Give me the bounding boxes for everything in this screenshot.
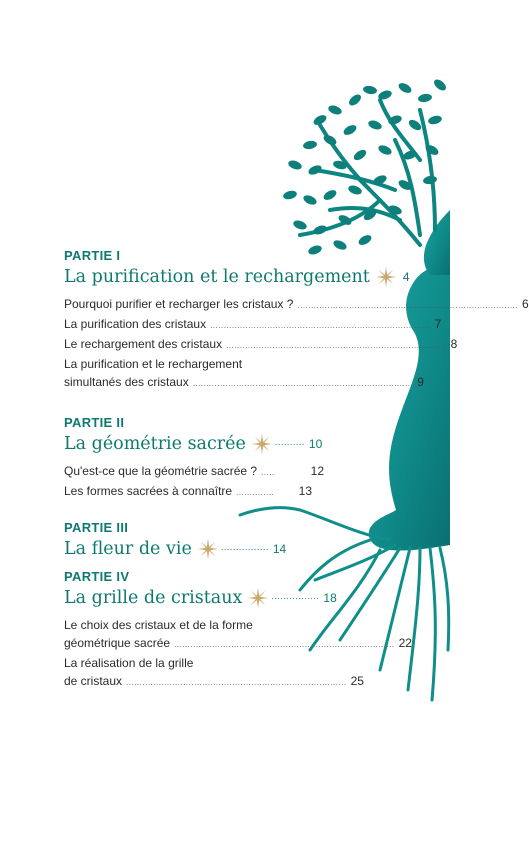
toc-entry-multiline[interactable]: [64, 355, 424, 393]
dot-leader: .....: [261, 468, 275, 477]
toc-part-3: [64, 520, 374, 561]
entry-line: [64, 672, 364, 692]
dot-leader: .................................................................................: [126, 678, 347, 687]
part-title-link[interactable]: [64, 585, 374, 610]
table-of-contents: [64, 248, 529, 704]
entry-title: Qu'est-ce que la géométrie sacrée ?: [64, 464, 258, 478]
entry-line: [64, 634, 412, 654]
entry-title: Les formes sacrées à connaître: [64, 484, 233, 498]
star-ornament-icon: [247, 587, 269, 609]
part-page-number: 4: [402, 269, 410, 284]
entry-page-number: 12: [310, 464, 324, 478]
toc-entry-multiline[interactable]: [64, 654, 364, 692]
toc-part-1: [64, 248, 529, 393]
entry-page-number: 9: [417, 375, 424, 389]
toc-entry[interactable]: [64, 482, 312, 502]
toc-part-2: [64, 415, 374, 502]
entry-title: La purification des cristaux: [64, 317, 207, 331]
part-title: La purification et le rechargement: [64, 266, 370, 287]
part-title-link[interactable]: [64, 536, 374, 561]
part-label: PARTIE IV: [64, 569, 130, 584]
dot-leader: ................: [271, 591, 320, 601]
dot-leader: ..........: [274, 437, 305, 447]
entry-title: Pourquoi purifier et recharger les cristaux ?: [64, 297, 294, 311]
part-label: PARTIE I: [64, 248, 121, 263]
toc-entry[interactable]: [64, 295, 529, 315]
part-title: La grille de cristaux: [64, 587, 243, 608]
dot-leader: .................................................................................: [226, 341, 447, 350]
dot-leader: .................................................................................: [297, 301, 518, 310]
part-label: PARTIE II: [64, 415, 125, 430]
entry-line: [64, 373, 424, 393]
part-title-link[interactable]: [64, 431, 374, 456]
part-title-link[interactable]: [64, 264, 410, 289]
entry-title-line2: géométrique sacrée: [64, 636, 171, 650]
part-label: PARTIE III: [64, 520, 129, 535]
part-page-number: 10: [308, 436, 323, 451]
dot-leader: .................................................................................: [174, 640, 395, 649]
dot-leader: .................................................................................: [192, 379, 414, 388]
entry-line: [64, 654, 304, 672]
dot-leader: ..............: [236, 488, 275, 497]
entry-line: [64, 355, 374, 373]
entry-title-line2: simultanés des cristaux: [64, 375, 189, 389]
entry-page-number: 22: [398, 636, 412, 650]
entry-page-number: 13: [298, 484, 312, 498]
part-page-number: 14: [272, 541, 287, 556]
entry-title: Le rechargement des cristaux: [64, 337, 223, 351]
part-title: La fleur de vie: [64, 538, 192, 559]
toc-entry[interactable]: [64, 315, 442, 335]
entry-title-line1: La purification et le rechargement: [64, 357, 243, 371]
entry-page-number: 8: [450, 337, 458, 351]
toc-entry[interactable]: [64, 335, 458, 355]
entry-title-line2: de cristaux: [64, 674, 123, 688]
toc-entry-multiline[interactable]: [64, 616, 412, 654]
entry-page-number: 6: [522, 297, 529, 311]
entry-page-number: 25: [350, 674, 364, 688]
part-page-number: 18: [323, 590, 337, 605]
toc-entry[interactable]: [64, 462, 324, 482]
entry-title-line1: Le choix des cristaux et de la forme: [64, 618, 253, 632]
entry-page-number: 7: [434, 317, 442, 331]
toc-part-4: [64, 569, 412, 692]
part-title: La géométrie sacrée: [64, 433, 246, 454]
star-ornament-icon: [375, 266, 397, 288]
entry-line: [64, 616, 304, 634]
entry-title-line1: La réalisation de la grille: [64, 656, 194, 670]
dot-leader: .................................................................................: [210, 321, 431, 330]
star-ornament-icon: [197, 538, 219, 560]
star-ornament-icon: [251, 433, 273, 455]
dot-leader: ................: [220, 542, 269, 552]
